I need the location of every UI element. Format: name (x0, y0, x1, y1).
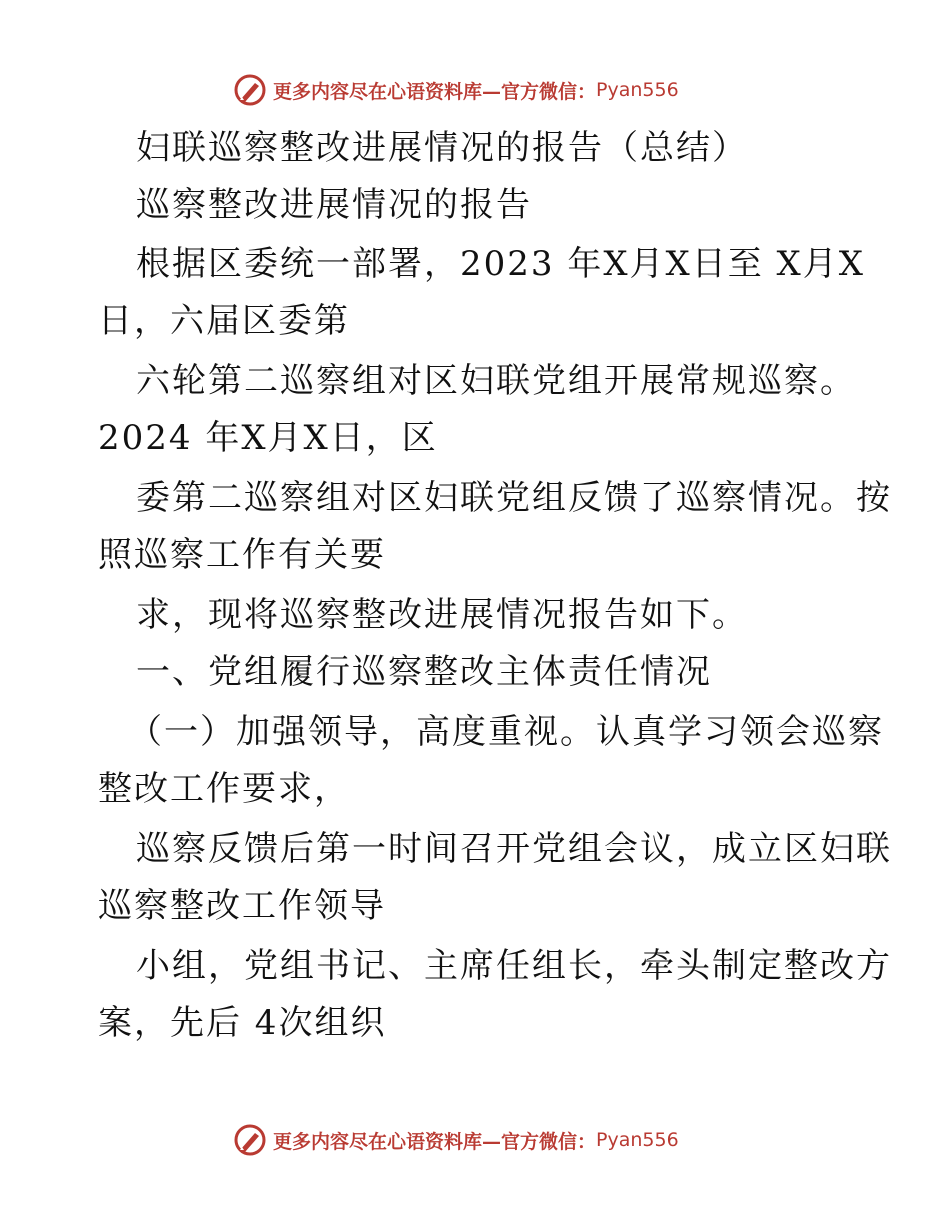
paragraph-line: 案，先后 4次组织 (98, 1003, 387, 1043)
pen-logo-icon (233, 1123, 267, 1157)
document-subtitle: 巡察整改进展情况的报告 (136, 185, 532, 225)
paragraph-line: 根据区委统一部署，2023 年X月X日至 X月X (136, 244, 865, 284)
paragraph-line: 日，六届区委第 (98, 301, 350, 341)
paragraph-line: 巡察反馈后第一时间召开党组会议，成立区妇联 (136, 829, 892, 869)
section-heading: 一、党组履行巡察整改主体责任情况 (136, 652, 712, 692)
watermark-contact: Pyan556 (596, 79, 679, 101)
paragraph-line: 求，现将巡察整改进展情况报告如下。 (136, 595, 748, 635)
subsection-heading: （一）加强领导，高度重视。认真学习领会巡察 (128, 712, 884, 752)
paragraph-line: 2024 年X月X日，区 (98, 418, 438, 458)
paragraph-line: 小组，党组书记、主席任组长，牵头制定整改方 (136, 946, 892, 986)
watermark-contact: Pyan556 (596, 1129, 679, 1151)
watermark-text: 更多内容尽在心语资料库—官方微信： (273, 80, 597, 103)
paragraph-line: 六轮第二巡察组对区妇联党组开展常规巡察。 (136, 361, 856, 401)
paragraph-line: 整改工作要求， (98, 769, 350, 809)
paragraph-line: 委第二巡察组对区妇联党组反馈了巡察情况。按 (136, 478, 892, 518)
document-title: 妇联巡察整改进展情况的报告（总结） (136, 128, 748, 168)
paragraph-line: 照巡察工作有关要 (98, 535, 386, 575)
watermark-text: 更多内容尽在心语资料库—官方微信： (273, 1130, 597, 1153)
footer-watermark (233, 1122, 679, 1158)
paragraph-line: 巡察整改工作领导 (98, 886, 386, 926)
